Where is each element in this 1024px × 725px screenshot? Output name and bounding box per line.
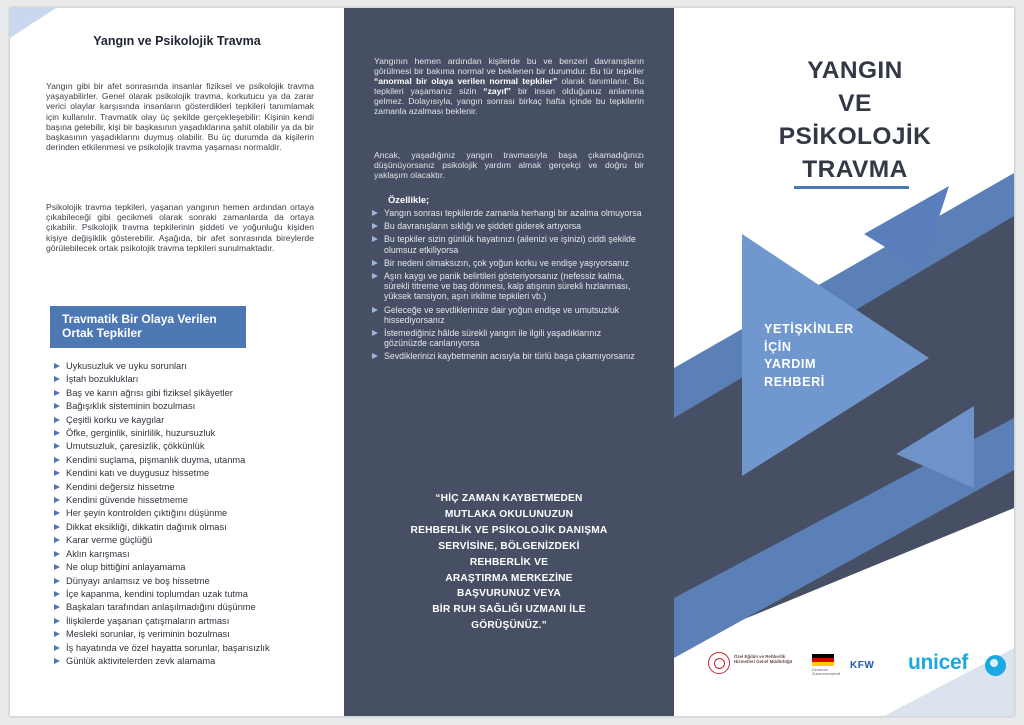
triangle-bullet-icon xyxy=(54,470,60,476)
unicef-globe-icon xyxy=(985,655,1006,676)
list-item: İçe kapanma, kendini toplumdan uzak tutma xyxy=(54,588,270,601)
list-item: Öfke, gerginlik, sinirlilik, huzursuzluk xyxy=(54,427,270,440)
list-item: Bu davranışların sıklığı ve şiddeti giderek artıyorsa xyxy=(372,221,646,231)
quote-line: “HİÇ ZAMAN KAYBETMEDEN xyxy=(435,493,583,504)
triangle-bullet-icon xyxy=(372,307,378,313)
triangle-bullet-icon xyxy=(54,376,60,382)
list-item: Bir nedeni olmaksızın, çok yoğun korku ve endişe yaşıyorsanız xyxy=(372,258,646,268)
list-item: Bu tepkiler sizin günlük hayatınızı (ailenizi ve işinizi) ciddi şekilde olumsuz etkiliyorsa xyxy=(372,234,646,254)
triangle-bullet-icon xyxy=(54,631,60,637)
normal-reactions-paragraph: Yangının hemen ardından kişilerde bu ve benzeri davranışların görülmesi bir bakıma normal ve beklenen bir durumdur. Bu tür tepkiler “anormal bir olaya verilen normal tepkiler” olarak tanımlanır. Bu tepkileri yaşamanız sizin “zayıf” bir insan olduğunuz anlamına gelmez. Dolayısıyla, yangın sonrası birkaç hafta içinde bu tepkilerin zamanla azalması beklenir. xyxy=(374,56,644,117)
especially-label: Özellikle; xyxy=(388,194,430,205)
quote-line: REHBERLİK VE PSİKOLOJİK DANIŞMA xyxy=(410,524,608,536)
triangle-bullet-icon xyxy=(54,403,60,409)
list-item: Her şeyin kontrolden çıktığını düşünme xyxy=(54,507,270,520)
list-item: Uykusuzluk ve uyku sorunları xyxy=(54,360,270,373)
cover-panel xyxy=(674,8,1014,716)
triangle-bullet-icon xyxy=(54,417,60,423)
title-line: YANGIN xyxy=(807,57,903,84)
triangle-bullet-icon xyxy=(54,578,60,584)
triangle-bullet-icon xyxy=(54,658,60,664)
seek-help-paragraph: Ancak, yaşadığınız yangın travmasıyla başa çıkamadığınızı düşünüyorsanız psikolojik yardım almak gerçekçi ve doğru bir yaklaşım olacaktır. xyxy=(374,150,644,181)
subtitle-line: YETİŞKİNLER xyxy=(764,322,854,336)
triangle-bullet-icon xyxy=(54,591,60,597)
triangle-bullet-icon xyxy=(372,223,378,229)
quote-line: BİR RUH SAĞLIĞI UZMANI İLE xyxy=(432,604,586,616)
triangle-bullet-icon xyxy=(372,330,378,336)
german-flag-icon xyxy=(812,654,834,666)
subtitle-line: İÇİN xyxy=(764,339,792,354)
triangle-bullet-icon xyxy=(54,497,60,503)
list-item: Kendini suçlama, pişmanlık duyma, utanma xyxy=(54,454,270,467)
quote-line: REHBERLİK VE xyxy=(469,556,549,568)
list-item: Çeşitli korku ve kaygılar xyxy=(54,414,270,427)
list-item: Geleceğe ve sevdiklerinize dair yoğun endişe ve umutsuzluk hissediyorsanız xyxy=(372,305,646,325)
reactions-list xyxy=(54,360,270,668)
brochure xyxy=(10,8,1014,716)
list-item: Umutsuzluk, çaresizlik, çökkünlük xyxy=(54,440,270,453)
intro-paragraph: Yangın gibi bir afet sonrasında insanlar fiziksel ve psikolojik travma yaşayabilirler. Genel olarak psikolojik travma, korkutucu ya da zarar verici olaylar karşısında insanların gösterdikleri tepkileri tanımlamak için kullanılır. Travmatik olay üç şekilde gerçekleşebilir: Kişinin kendi başına gelebilir, kişi bir başkasının yaşadıklarına şahit olabilir ya da bir başkasının yaşadıklarını duymuş olabilir. Bu üç durumda da kişilerin derinden etkilenmesi ve psikolojik travma yaşaması normaldir. xyxy=(46,81,314,153)
triangle-bullet-icon xyxy=(54,484,60,490)
list-item: İlişkilerde yaşanan çatışmaların artması xyxy=(54,615,270,628)
triangle-bullet-icon xyxy=(54,645,60,651)
title-underline xyxy=(794,186,909,189)
middle-panel xyxy=(344,8,674,716)
quote-line: MUTLAKA OKULUNUZUN xyxy=(444,508,574,520)
triangle-bullet-icon xyxy=(54,604,60,610)
triangle-bullet-icon xyxy=(54,618,60,624)
reactions-subheading xyxy=(50,306,246,348)
list-item: Dünyayı anlamsız ve boş hissetme xyxy=(54,575,270,588)
triangle-bullet-icon xyxy=(54,443,60,449)
meb-logo-text: Özel Eğitim ve Rehberlik Hizmetleri Genel Müdürlüğü xyxy=(734,654,793,665)
quote-line: GÖRÜŞÜNÜZ.” xyxy=(471,620,547,632)
triangle-bullet-icon xyxy=(54,363,60,369)
triangle-bullet-icon xyxy=(54,524,60,530)
warning-signs-list xyxy=(372,208,646,365)
list-item: Mesleki sorunlar, iş veriminin bozulması xyxy=(54,628,270,641)
triangle-bullet-icon xyxy=(54,390,60,396)
brochure-subtitle xyxy=(764,321,854,391)
unicef-logo: unicef xyxy=(908,651,969,674)
title-line: PSİKOLOJİK xyxy=(778,123,932,150)
list-item: İştah bozuklukları xyxy=(54,373,270,386)
list-item: Sevdiklerinizi kaybetmenin acısıyla bir türlü başa çıkamıyorsanız xyxy=(372,351,646,361)
subheading-line2: Ortak Tepkiler xyxy=(62,326,142,340)
triangle-bullet-icon xyxy=(372,210,378,216)
list-item: Yangın sonrası tepkilerde zamanla herhangi bir azalma olmuyorsa xyxy=(372,208,646,218)
list-item: Ne olup bittiğini anlayamama xyxy=(54,561,270,574)
triangle-bullet-icon xyxy=(54,551,60,557)
list-item: Aklın karışması xyxy=(54,548,270,561)
list-item: Başkaları tarafından anlaşılmadığını düşünme xyxy=(54,601,270,614)
triangle-bullet-icon xyxy=(372,353,378,359)
triangle-bullet-icon xyxy=(54,430,60,436)
section-heading: Yangın ve Psikolojik Travma xyxy=(93,34,261,48)
list-item: İstemediğiniz hâlde sürekli yangın ile ilgili yaşadıklarınız gözünüzde canlanıyorsa xyxy=(372,328,646,348)
list-item: Baş ve karın ağrısı gibi fiziksel şikâyetler xyxy=(54,387,270,400)
triangle-bullet-icon xyxy=(54,510,60,516)
list-item: Bağışıklık sisteminin bozulması xyxy=(54,400,270,413)
german-cooperation-text: Deutsche Zusammenarbeit xyxy=(812,668,841,677)
triangle-bullet-icon xyxy=(372,236,378,242)
triangle-bullet-icon xyxy=(54,564,60,570)
call-to-action-quote xyxy=(374,491,644,634)
title-line: TRAVMA xyxy=(802,156,908,183)
subtitle-line: REHBERİ xyxy=(764,374,825,389)
left-panel xyxy=(10,8,344,716)
list-item: Kendini katı ve duygusuz hissetme xyxy=(54,467,270,480)
kfw-logo: KFW xyxy=(850,660,875,671)
triangle-bullet-icon xyxy=(54,457,60,463)
quote-line: BAŞVURUNUZ VEYA xyxy=(457,588,561,600)
list-item: Aşırı kaygı ve panik belirtileri gösteriyorsanız (nefessiz kalma, sürekli titreme ve baş dönmesi, kalp atışının sürekli hızlanması, yüksek tansiyon, aşırı irkilme tepkileri vb.) xyxy=(372,271,646,302)
brochure-title xyxy=(760,54,950,186)
triangle-bullet-icon xyxy=(372,260,378,266)
quote-line: SERVİSİNE, BÖLGENİZDEKİ xyxy=(438,540,580,552)
quote-line: ARAŞTIRMA MERKEZİNE xyxy=(445,572,573,584)
partner-logos xyxy=(704,648,1014,688)
list-item: Günlük aktivitelerden zevk alamama xyxy=(54,655,270,668)
reactions-intro-paragraph: Psikolojik travma tepkileri, yaşanan yangının hemen ardından ortaya çıkabileceği gibi gecikmeli olarak sonraki zamanlarda da ortaya çıkabilir. Psikolojik travma tepkilerinin şiddeti ve yoğunluğu kişiden kişiye değişiklik gösterebilir. Aşağıda, bir afet sonrasında bireylerde görülebilecek ortak psikolojik travma tepkileri sunulmaktadır. xyxy=(46,202,314,253)
list-item: Kendini güvende hissetmeme xyxy=(54,494,270,507)
subheading-line1: Travmatik Bir Olaya Verilen xyxy=(62,312,217,326)
list-item: Karar verme güçlüğü xyxy=(54,534,270,547)
title-line: VE xyxy=(838,90,872,117)
triangle-bullet-icon xyxy=(54,537,60,543)
subtitle-line: YARDIM xyxy=(764,357,817,371)
list-item: Kendini değersiz hissetme xyxy=(54,481,270,494)
meb-emblem-icon xyxy=(708,652,730,674)
list-item: Dikkat eksikliği, dikkatin dağınık olması xyxy=(54,521,270,534)
list-item: İş hayatında ve özel hayatta sorunlar, başarısızlık xyxy=(54,642,270,655)
triangle-bullet-icon xyxy=(372,273,378,279)
